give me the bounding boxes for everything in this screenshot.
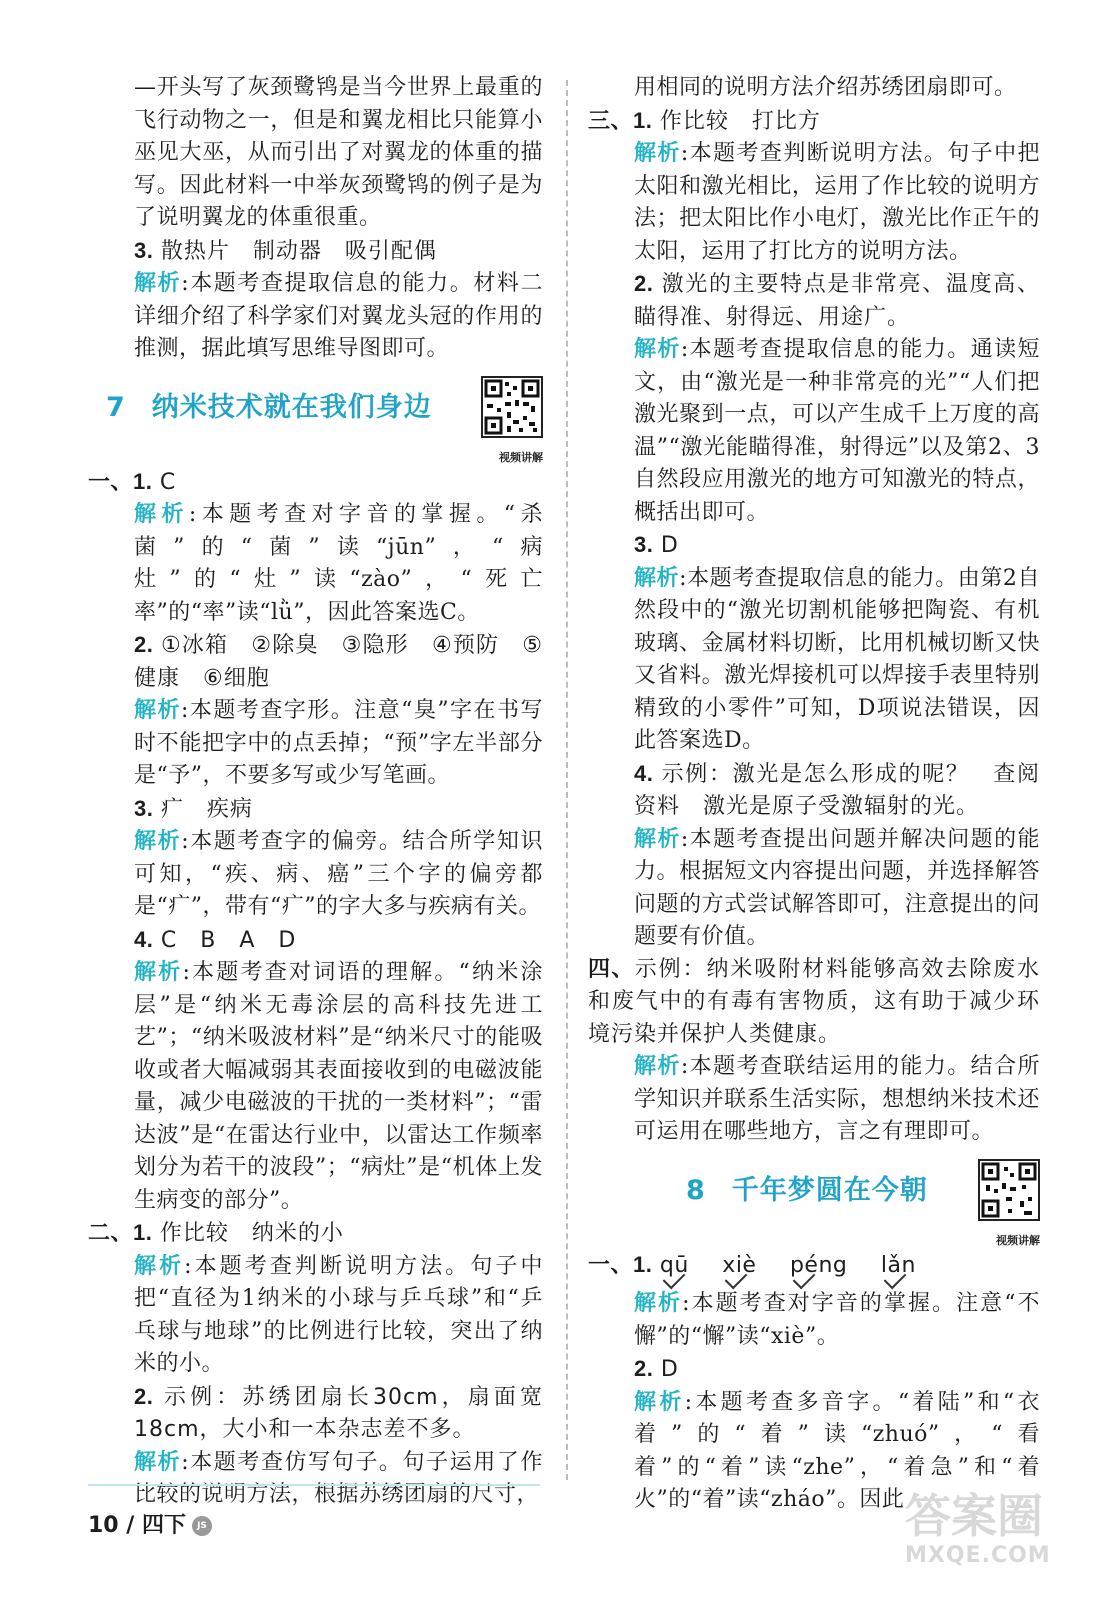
analysis-text: :本题考查字的偏旁。结合所学知识可知，“疾、病、癌”三个字的偏旁都是“疒”，带有“疒”的字大多与疾病有关。 bbox=[134, 829, 543, 919]
analysis-label: 解析 bbox=[634, 337, 681, 362]
analysis-text: :本题考查仿写句子。句子运用了作比较的说明方法，根据苏绣团扇的尺寸， bbox=[134, 1449, 543, 1507]
question-4 bbox=[88, 924, 543, 958]
question-number: 2. bbox=[634, 1356, 654, 1381]
analysis-text: :本题考查字形。注意“臭”字在书写时不能把字中的点丢掉；“预”字左半部分是“予”，不要多写或少写笔画。 bbox=[134, 698, 543, 788]
analysis bbox=[588, 824, 1040, 954]
question-number: 1. bbox=[633, 107, 653, 133]
lesson-title bbox=[686, 1175, 928, 1208]
question-number: 1. bbox=[133, 468, 153, 494]
right-column bbox=[588, 72, 1040, 1517]
column-divider bbox=[566, 80, 568, 1480]
watermark-url: MXQE.COM bbox=[905, 1543, 1051, 1568]
question-number: 4. bbox=[634, 760, 654, 786]
question-number: 1. bbox=[633, 1251, 653, 1277]
analysis-text: :本题考查提取信息的能力。由第2自然段中的“激光切割机能够把陶瓷、有机玻璃、金属材料切断，比用机械切断又快又省料。激光焊接机可以焊接手表里特别精致的小零件”可知，D项说法错误，因此答案选D。 bbox=[634, 565, 1040, 753]
analysis-text: :本题考查判断说明方法。句子中把太阳和激光相比，运用了作比较的说明方法；把太阳比作小电灯，激光比作正午的太阳，运用了打比方的说明方法。 bbox=[634, 141, 1040, 264]
lesson-number: 8 bbox=[686, 1174, 706, 1206]
analysis-label: 解析 bbox=[634, 565, 680, 591]
question-3 bbox=[588, 529, 1040, 563]
analysis bbox=[588, 1051, 1040, 1149]
analysis-text: :本题考查提取信息的能力。材料二详细介绍了科学家们对翼龙头冠的作用的推测，据此填写思维导图即可。 bbox=[134, 271, 543, 361]
section-1-q1 bbox=[88, 466, 543, 500]
analysis bbox=[88, 268, 543, 366]
section-4-answer bbox=[588, 954, 1040, 1052]
question-number: 4. bbox=[134, 926, 154, 952]
lesson-name: 千年梦圆在今朝 bbox=[731, 1174, 928, 1206]
question-2 bbox=[88, 1381, 543, 1447]
qr-code-icon[interactable] bbox=[481, 376, 543, 438]
question-number: 2. bbox=[134, 1383, 154, 1409]
answer: 作比较 打比方 bbox=[659, 108, 821, 134]
answer: D bbox=[660, 1357, 679, 1382]
analysis bbox=[88, 957, 543, 1217]
analysis bbox=[88, 1447, 543, 1512]
analysis-label: 解析 bbox=[634, 141, 681, 166]
question-number: 2. bbox=[634, 271, 654, 296]
analysis bbox=[588, 563, 1040, 758]
analysis-text: :本题考查对字音的掌握。“杀菌”的“菌”读“jūn”，“病灶”的“灶”读“zào”，“死亡率”的“率”读“lǜ”，因此答案选C。 bbox=[134, 502, 543, 625]
section-2-q1 bbox=[88, 1217, 543, 1251]
question-2 bbox=[588, 1353, 1040, 1387]
answer: 激光的主要特点是非常亮、温度高、瞄得准、射得远、用途广。 bbox=[634, 272, 1040, 330]
question-number: 3. bbox=[134, 795, 154, 821]
answer: C B A D bbox=[160, 927, 297, 953]
analysis-text: :本题考查对字音的掌握。注意“不懈”的“懈”读“xiè”。 bbox=[634, 1291, 1040, 1349]
pinyin-answer: péng bbox=[790, 1250, 847, 1283]
answer: 示例：激光是怎么形成的呢？ 查阅资料 激光是原子受激辐射的光。 bbox=[634, 761, 1040, 819]
analysis-label: 解析 bbox=[134, 271, 182, 296]
analysis-text: :本题考查对词语的理解。“纳米涂层”是“纳米无毒涂层的高科技先进工艺”；“纳米吸波材料”是“纳米尺寸的能吸收或者大幅减弱其表面接收到的电磁波能量，减少电磁波的干扰的一类材料”；“雷达波”是“在雷达行业中，以雷达工作频率划分为若干的波段”；“病灶”是“机体上发生病变的部分”。 bbox=[134, 960, 543, 1213]
watermark bbox=[905, 1490, 1070, 1585]
answer: 作比较 纳米的小 bbox=[159, 1221, 344, 1246]
analysis-text: :本题考查多音字。“着陆”和“衣着”的“着”读“zhuó”，“看着”的“着”读“zhe”，“着急”和“着火”的“着”读“zháo”。因此 bbox=[634, 1389, 1040, 1512]
footer-rule bbox=[88, 1484, 540, 1486]
lesson-number: 7 bbox=[106, 391, 126, 423]
answer: ①冰箱 ②除臭 ③隐形 ④预防 ⑤健康 ⑥细胞 bbox=[134, 633, 543, 691]
analysis-label: 解析 bbox=[634, 1054, 681, 1079]
edition-badge-icon: JS bbox=[192, 1516, 212, 1536]
section-marker: 一、 bbox=[88, 469, 134, 495]
analysis-label: 解析 bbox=[634, 1389, 685, 1415]
answer: 示例：纳米吸附材料能够高效去除废水和废气中的有毒有害物质，这有助于减少环境污染并保护人类健康。 bbox=[588, 956, 1040, 1047]
analysis bbox=[588, 138, 1040, 268]
page-footer bbox=[88, 1508, 212, 1539]
question-number: 3. bbox=[634, 532, 654, 557]
analysis-text: :本题考查联结运用的能力。结合所学知识并联系生活实际，想想纳米技术还可运用在哪些地方，言之有理即可。 bbox=[634, 1054, 1040, 1144]
analysis-text: :本题考查提取信息的能力。通读短文，由“激光是一种非常亮的光”“人们把激光聚到一点，可以产生成千上万度的高温”“激光能瞄得准，射得远”以及第2、3自然段应用激光的地方可知激光的特点，概括出即可。 bbox=[634, 337, 1040, 525]
qr-code-icon[interactable] bbox=[978, 1159, 1040, 1221]
analysis-label: 解析 bbox=[134, 1449, 182, 1475]
pinyin-answer: lǎn bbox=[881, 1250, 916, 1283]
answer: 散热片 制动器 吸引配偶 bbox=[160, 238, 437, 264]
answer-text: —开头写了灰颈鹭鸨是当今世界上最重的飞行动物之一，但是和翼龙相比只能算小巫见大巫，从而引出了对翼龙的体重的描写。因此材料一中举灰颈鹭鸨的例子是为了说明翼龙的体重很重。 bbox=[134, 75, 543, 230]
answer: 疒 疾病 bbox=[160, 796, 253, 822]
watermark-text: 答案圈 bbox=[905, 1489, 1043, 1543]
left-column bbox=[88, 72, 543, 1512]
qr-label: 视频讲解 bbox=[996, 1233, 1040, 1247]
analysis-label: 解析 bbox=[134, 1253, 185, 1279]
section-3-q1 bbox=[588, 105, 1040, 139]
analysis bbox=[588, 1288, 1040, 1353]
answer: D bbox=[660, 533, 679, 558]
section-marker: 二、 bbox=[88, 1221, 134, 1246]
section-1-q1 bbox=[588, 1249, 1040, 1283]
lesson-name: 纳米技术就在我们身边 bbox=[151, 391, 432, 423]
analysis bbox=[88, 499, 543, 629]
analysis-label: 解析 bbox=[134, 698, 181, 723]
question-number: 3. bbox=[134, 237, 154, 263]
lesson-title bbox=[106, 392, 432, 425]
section-marker: 三、 bbox=[588, 108, 634, 134]
question-4 bbox=[588, 758, 1040, 824]
question-number: 1. bbox=[133, 1220, 153, 1245]
section-marker: 四、 bbox=[588, 956, 635, 982]
lesson-7-header bbox=[88, 376, 543, 464]
analysis-label: 解析 bbox=[134, 960, 183, 985]
analysis-label: 解析 bbox=[634, 1291, 683, 1316]
analysis-text: :本题考查判断说明方法。句子中把“直径为1纳米的小球与乒乓球”和“乒乓球与地球”的比例进行比较，突出了纳米的小。 bbox=[134, 1253, 543, 1376]
qr-label: 视频讲解 bbox=[499, 450, 543, 464]
analysis-label: 解析 bbox=[134, 502, 189, 527]
analysis bbox=[88, 1251, 543, 1381]
pinyin-answer: xiè bbox=[722, 1250, 756, 1283]
answer-text: 用相同的说明方法介绍苏绣团扇即可。 bbox=[634, 75, 1017, 100]
analysis bbox=[88, 826, 543, 924]
question-2 bbox=[88, 629, 543, 695]
question-3 bbox=[88, 235, 543, 269]
question-2 bbox=[588, 268, 1040, 334]
lesson-8-header bbox=[588, 1159, 1040, 1247]
analysis bbox=[88, 695, 543, 793]
page-number: 10 / 四下 bbox=[88, 1513, 186, 1538]
analysis-label: 解析 bbox=[634, 826, 681, 852]
answer: C bbox=[159, 469, 177, 495]
question-number: 2. bbox=[134, 632, 154, 657]
analysis bbox=[588, 334, 1040, 529]
question-3 bbox=[88, 793, 543, 827]
analysis-label: 解析 bbox=[134, 829, 182, 854]
pinyin-answer: qū bbox=[660, 1250, 689, 1283]
analysis-text: :本题考查提出问题并解决问题的能力。根据短文内容提出问题，并选择解答问题的方式尝试解答即可，注意提出的问题要有价值。 bbox=[634, 826, 1040, 949]
answer: 示例：苏绣团扇长30cm，扇面宽18cm，大小和一本杂志差不多。 bbox=[134, 1384, 543, 1442]
section-marker: 一、 bbox=[588, 1252, 634, 1278]
